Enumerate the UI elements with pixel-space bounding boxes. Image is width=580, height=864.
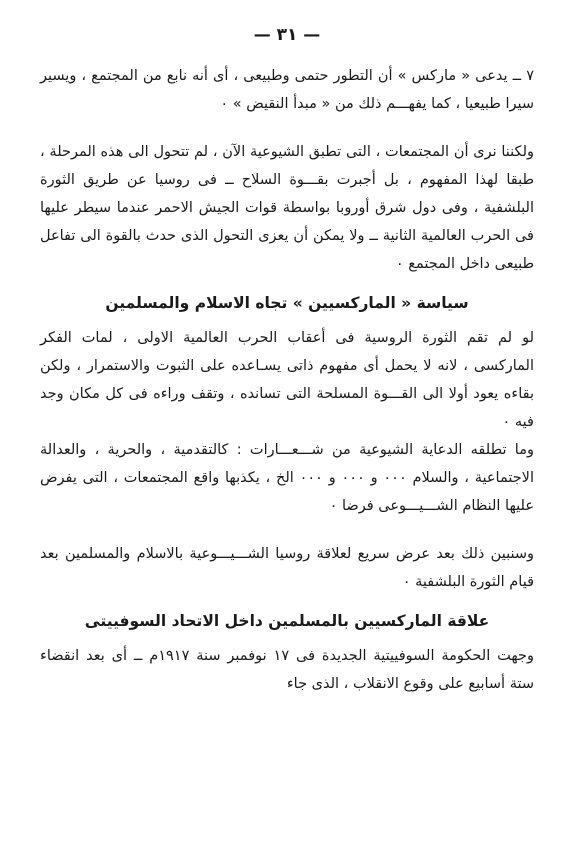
section-heading-soviet-muslims: علاقة الماركسيين بالمسلمين داخل الاتحاد السوفييتى <box>84 612 490 630</box>
page-number: — ٣١ — <box>253 25 321 45</box>
paragraph-forced-transition: ولكننا نرى أن المجتمعات ، التى تطبق الشيوعية الآن ، لم تتحول الى هذه المرحلة ، طبقا لهذا المفهوم ، بل أجبرت بقـــوة السلاح ــ فى روسيا عن طريق الثورة البلشفية ، وفى دول شرق أوروبا بواسطة قوات الجيش الاحمر عندما سيطر عليها فى الحرب العالمية الثانية ــ ولا يمكن أن يعزى التحول الذى حدث بالقوة الى تفاعل طبيعى داخل المجتمع ٠ <box>40 144 534 272</box>
paragraph-marx-claim: ٧ ــ يدعى « ماركس » أن التطور حتمى وطبيعى ، أى أنه نابع من المجتمع ، ويسير سيرا طبيعيا ، كما يفهـــم ذلك من « مبدأ النقيض » ٠ <box>40 68 534 112</box>
paragraph-relation-overview: وسنبين ذلك بعد عرض سريع لعلاقة روسيا الشـــيـــوعية بالاسلام والمسلمين بعد قيام الثورة البلشفية ٠ <box>40 546 534 590</box>
paragraph-russian-revolution: لو لم تقم الثورة الروسية فى أعقاب الحرب العالمية الاولى ، لمات الفكر الماركسى ، لانه لا يحمل أى مفهوم ذاتى يسـاعده على الثبوت والاستمرار ، ولكن بقاءه يعود أولا الى القـــوة المسلحة التى تسانده ، وتقف وراءه فى كل مكان وجد فيه ٠ <box>40 330 534 430</box>
paragraph-propaganda-slogans: وما تطلقه الدعاية الشيوعية من شـــعـــارات : كالتقدمية ، والحرية ، والعدالة الاجتماعية ، والسلام ٠٠٠ و ٠٠٠ و ٠٠٠ الخ ، يكذبها واقع المجتمعات ، التى يفرض عليها النظام الشـــيـــوعى فرضا ٠ <box>40 442 534 514</box>
paragraph-soviet-government: وجهت الحكومة السوفييتية الجديدة فى ١٧ نوفمبر سنة ١٩١٧م ــ أى بعد انقضاء ستة أسابيع على وقوع الانقلاب ، الذى جاء <box>40 648 534 692</box>
section-heading-marxist-policy: سياسة « الماركسيين » تجاه الاسلام والمسلمين <box>105 294 469 312</box>
